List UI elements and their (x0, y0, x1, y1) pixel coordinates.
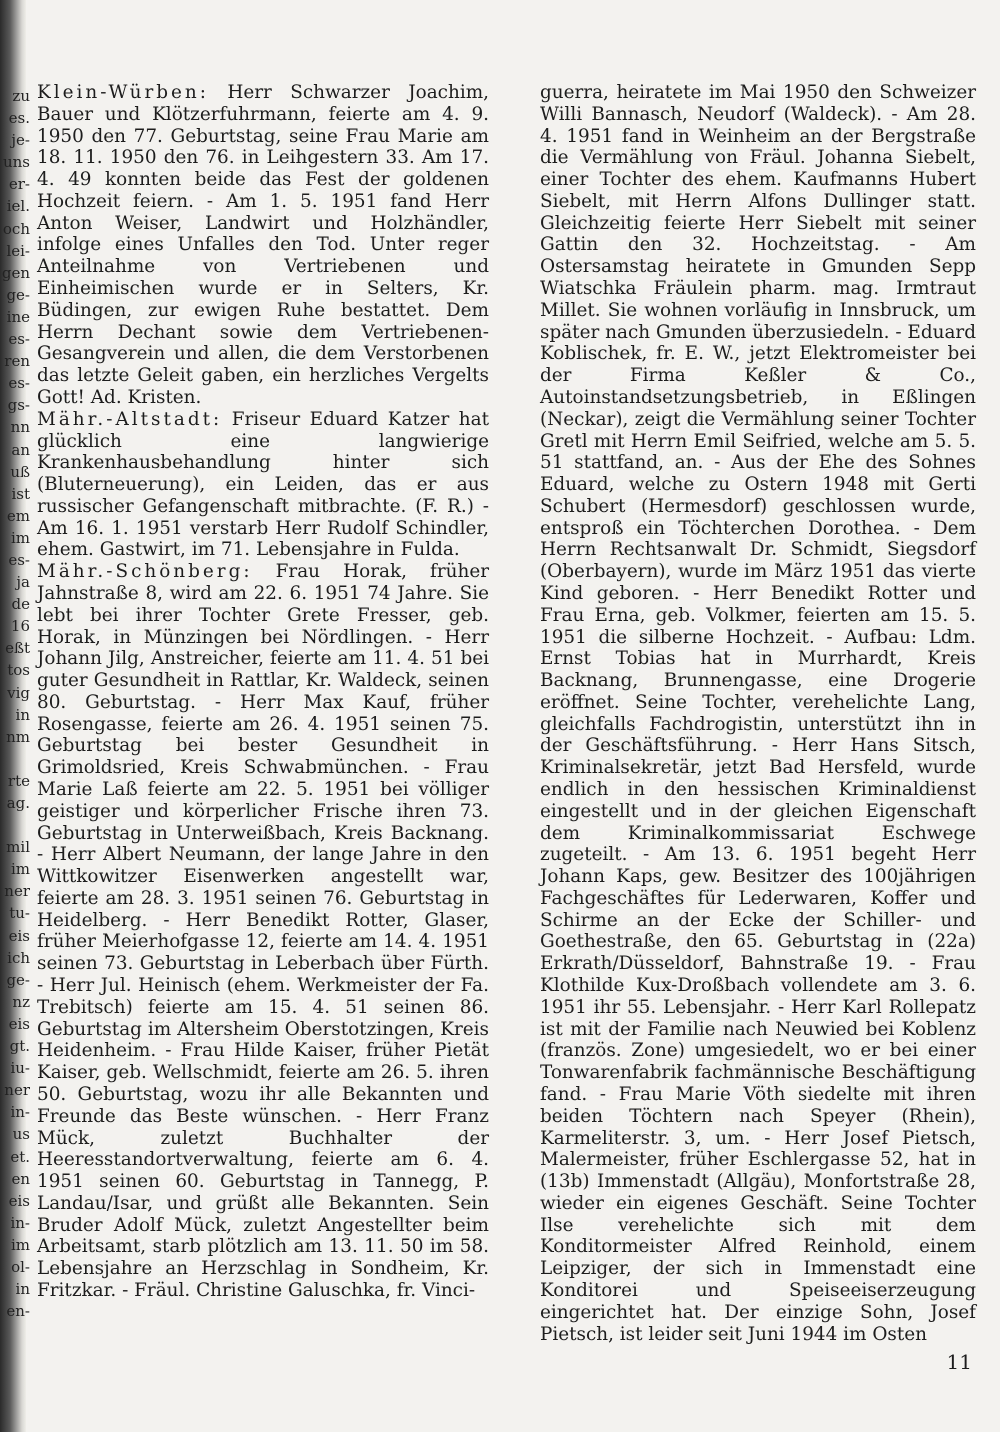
margin-fragment: ine (6, 307, 30, 326)
margin-fragment: lei- (6, 241, 30, 260)
margin-fragment: ol- (11, 1257, 30, 1276)
margin-fragment: je- (11, 131, 30, 150)
left-text-column (37, 82, 489, 1302)
paragraph-maehr-altstadt (37, 409, 489, 561)
margin-fragment: ge- (6, 970, 30, 989)
margin-fragment: ag. (6, 794, 30, 812)
margin-fragment: gt. (9, 1037, 30, 1056)
margin-fragment: in (15, 1280, 30, 1299)
margin-fragment: an (11, 440, 30, 459)
margin-fragment: uns (2, 153, 30, 172)
place-heading: Mähr.-Altstadt: (37, 408, 223, 430)
adjacent-page-fragments (0, 85, 30, 1322)
margin-fragment: 16 (10, 617, 30, 636)
margin-fragment: im (10, 860, 30, 879)
margin-fragment: eis (8, 1014, 30, 1033)
margin-fragment: us (12, 1125, 30, 1144)
paragraph-maehr-schoenberg (37, 561, 489, 1302)
paragraph-klein-wuerben (37, 82, 489, 409)
margin-fragment: eis (8, 926, 30, 945)
margin-fragment: mil (6, 838, 30, 857)
margin-fragment: iu- (10, 1059, 30, 1078)
margin-fragment: es- (8, 330, 30, 349)
margin-fragment: och (2, 219, 30, 238)
margin-fragment: es- (8, 550, 30, 569)
margin-fragment: es. (8, 109, 30, 128)
margin-fragment: nz (12, 992, 30, 1011)
margin-fragment: uß (10, 462, 30, 481)
margin-fragment: ner (4, 882, 30, 901)
page-number: 11 (946, 1350, 972, 1374)
margin-fragment: ist (11, 484, 30, 503)
margin-fragment: zu (12, 87, 30, 105)
margin-fragment: et. (10, 1147, 30, 1166)
margin-fragment: nn (10, 418, 30, 437)
margin-fragment: eßt (5, 639, 30, 658)
margin-fragment: tos (7, 661, 30, 680)
margin-fragment: vig (7, 683, 30, 702)
place-heading: Klein-Würben: (37, 82, 209, 103)
margin-fragment: ren (4, 352, 30, 371)
margin-fragment: in (15, 705, 30, 724)
margin-fragment: im (10, 528, 30, 547)
margin-fragment: en- (6, 1302, 30, 1321)
margin-fragment: er- (8, 175, 30, 194)
margin-fragment: ner (4, 1081, 30, 1100)
margin-fragment (0, 814, 30, 836)
margin-fragment: ge- (6, 285, 30, 304)
margin-fragment: tu- (9, 904, 30, 923)
margin-fragment: nm (6, 727, 30, 746)
margin-fragment: ja (16, 573, 30, 592)
paragraph-text: Friseur Eduard Katzer hat glücklich eine langwierige Krankenhausbehandlung hinter sich (Bluterneuerung), ein Leiden, das er aus russischer Gefangenschaft mitbrachte. (F. R.) - Am 16. 1. 1951 verstarb Herr Rudolf Schindler, ehem. Gastwirt, im 71. Lebensjahre in Fulda. (37, 408, 489, 561)
margin-fragment: in- (10, 1103, 30, 1122)
margin-fragment: em (6, 506, 30, 525)
margin-fragment: in- (10, 1213, 30, 1232)
margin-fragment: es- (8, 374, 30, 393)
margin-fragment: im (10, 1235, 30, 1254)
place-heading: Mähr.-Schönberg: (37, 561, 253, 583)
margin-fragment (0, 748, 30, 770)
paragraph-text: Frau Horak, früher Jahnstraße 8, wird am 22. 6. 1951 74 Jahre. Sie lebt bei ihrer Tochter Grete Fresser, geb. Horak, in Münzingen bei Nördlingen. - Herr Johann Jilg, Anstreicher, feierte am 11. 4. 51 bei guter Gesundheit in Rattlar, Kr. Waldeck, seinen 80. Geburtstag. - Herr Max Kauf, früher Rosengasse, feierte am 26. 4. 1951 seinen 75. Geburtstag bei bester Gesundheit in Grimoldsried, Kreis Schwabmünchen. - Frau Marie Laß feierte am 22. 5. 1951 bei völliger geistiger und körperlicher Frische ihren 73. Geburtstag in Unterweißbach, Kreis Backnang. - Herr Albert Neumann, der lange Jahre in den Wittkowitzer Eisenwerken angestellt war, feierte am 28. 3. 1951 seinen 76. Geburtstag in Heidelberg. - Herr Benedikt Rotter, Glaser, früher Meierhofgasse 12, feierte am 14. 4. 1951 seinen 73. Geburtstag in Leberbach über Fürth. - Herr Jul. Heinisch (ehem. Werkmeister der Fa. Trebitsch) feierte am 15. 4. 51 seinen 86. Geburtstag im Altersheim Oberstotzingen, Kreis Heidenheim. - Frau Hilde Kaiser, früher Pietät Kaiser, geb. Wellschmidt, feierte am 26. 5. ihren 50. Geburtstag, wozu ihr alle Bekannten und Freunde das Beste wünschen. - Herr Franz Mück, zuletzt Buchhalter der Heeresstandortverwaltung, feierte am 6. 4. 1951 seinen 60. Geburtstag in Tannegg, P. Landau/Isar, und grüßt alle Bekannten. Sein Bruder Adolf Mück, zuletzt Angestellter beim Arbeitsamt, starb plötzlich am 13. 11. 50 im 58. Lebensjahre an Herzschlag in Sondheim, Kr. Fritzkar. - Fräul. Christine Galuschka, fr. Vinci- (37, 561, 489, 1301)
margin-fragment: eis (8, 1191, 30, 1210)
right-text-column (540, 82, 976, 1345)
margin-fragment: gen (1, 263, 30, 282)
paragraph-continued: guerra, heiratete im Mai 1950 den Schweizer Willi Bannasch, Neudorf (Waldeck). - Am 28. 4. 1951 fand in Weinheim an der Bergstraße die Vermählung von Fräul. Johanna Siebelt, einer Tochter des ehem. Kaufmanns Hubert Siebelt, mit Herrn Alfons Dullinger statt. Gleichzeitig feierte Herr Siebelt mit seiner Gattin den 32. Hochzeitstag. - Am Ostersamstag heiratete in Gmunden Sepp Wiatschka Fräulein pharm. mag. Irmtraut Millet. Sie wohnen vorläufig in Innsbruck, um später nach Gmunden überzusiedeln. - Eduard Koblischek, fr. E. W., jetzt Elektromeister bei der Firma Keßler & Co., Autoinstandsetzungsbetrieb, in Eßlingen (Neckar), zeigt die Vermählung seiner Tochter Gretl mit Herrn Emil Seifried, welche am 5. 5. 51 stattfand, an. - Aus der Ehe des Sohnes Eduard, welche zu Ostern 1948 mit Gerti Schubert (Hermesdorf) geschlossen wurde, entsproß ein Töchterchen Dorothea. - Dem Herrn Rechtsanwalt Dr. Schmidt, Siegsdorf (Oberbayern), wurde im März 1951 das vierte Kind geboren. - Herr Benedikt Rotter und Frau Erna, geb. Volkmer, feierten am 15. 5. 1951 die silberne Hochzeit. - Aufbau: Ldm. Ernst Tobias hat in Murrhardt, Kreis Backnang, Brunnengasse, eine Drogerie eröffnet. Seine Tochter, verehelichte Lang, gleichfalls Fachdrogistin, unterstützt ihn in der Geschäftsführung. - Herr Hans Sitsch, Kriminalsekretär, jetzt Bad Hersfeld, wurde endlich in den hessischen Kriminaldienst eingestellt und in der gleichen Eigenschaft dem Kriminalkommissariat Eschwege zugeteilt. - Am 13. 6. 1951 begeht Herr Johann Kaps, gew. Besitzer des 100jährigen Fachgeschäftes für Lederwaren, Koffer und Schirme an der Ecke der Schiller- und Goethestraße, den 65. Geburtstag in (22a) Erkrath/Düsseldorf, Bahnstraße 19. - Frau Klothilde Kux-Droßbach vollendete am 3. 6. 1951 ihr 55. Lebensjahr. - Herr Karl Rollepatz ist mit der Familie nach Neuwied bei Koblenz (französ. Zone) umgesiedelt, wo er bei einer Tonwarenfabrik fachmännische Beschäftigung fand. - Frau Marie Vöth siedelte mit ihren beiden Töchtern nach Speyer (Rhein), Karmeliterstr. 3, um. - Herr Josef Pietsch, Malermeister, früher Eschlergasse 52, hat in (13b) Immenstadt (Allgäu), Monfortstraße 28, wieder ein eigenes Geschäft. Seine Tochter Ilse verehelichte sich mit dem Konditormeister Alfred Reinhold, einem Leipziger, der sich in Immenstadt eine Konditorei und Speiseeiserzeugung eingerichtet hat. Der einzige Sohn, Josef Pietsch, ist leider seit Juni 1944 im Osten (540, 82, 976, 1345)
margin-fragment: ich (7, 948, 30, 967)
margin-fragment: iel. (6, 197, 30, 216)
margin-fragment: rte (7, 771, 30, 790)
margin-fragment: gs- (7, 396, 30, 415)
paragraph-text: Herr Schwarzer Joachim, Bauer und Klötzerfuhrmann, feierte am 4. 9. 1950 den 77. Geburtstag, seine Frau Marie am 18. 11. 1950 den 76. in Leihgestern 33. Am 17. 4. 49 konnten beide das Fest der goldenen Hochzeit feiern. - Am 1. 5. 1951 fand Herr Anton Weiser, Landwirt und Holzhändler, infolge eines Unfalles den Tod. Unter reger Anteilnahme von Vertriebenen und Einheimischen wurde er in Selters, Kr. Büdingen, zur ewigen Ruhe bestattet. Dem Herrn Dechant sowie dem Vertriebenen-Gesangverein und allen, die dem Verstorbenen das letzte Geleit gaben, ein herzliches Vergelts Gott! Ad. Kristen. (37, 82, 489, 408)
margin-fragment: en (11, 1169, 30, 1188)
margin-fragment: de (11, 595, 30, 614)
